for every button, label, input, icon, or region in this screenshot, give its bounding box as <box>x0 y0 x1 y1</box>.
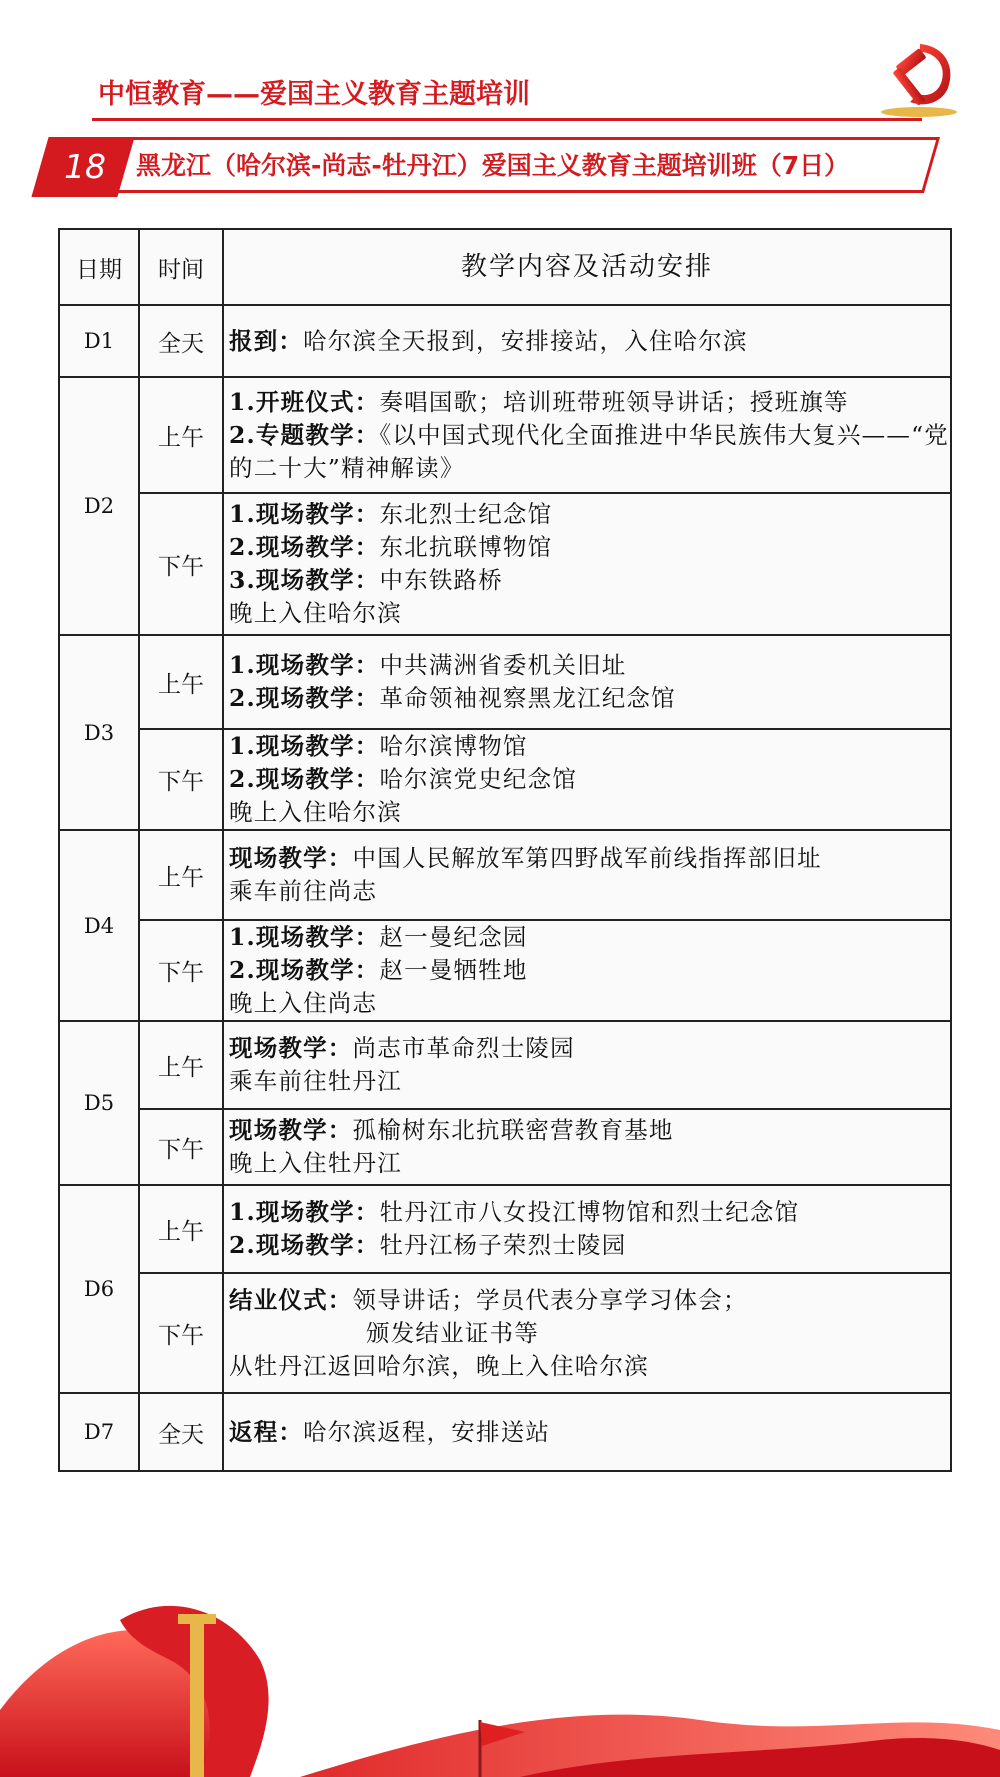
item-prefix: 结业仪式： <box>229 1285 353 1314</box>
table-row <box>59 1185 951 1273</box>
table-row <box>59 830 951 920</box>
item-text: 中国人民解放军第四野战军前线指挥部旧址 <box>352 844 822 872</box>
time-cell: 下午 <box>139 729 223 830</box>
table-row <box>59 729 951 830</box>
time-cell: 上午 <box>139 635 223 729</box>
time-cell: 上午 <box>139 1185 223 1273</box>
content-cell <box>223 830 951 920</box>
table-row <box>59 493 951 635</box>
item-prefix: 3.现场教学： <box>229 566 380 594</box>
day-cell: D6 <box>59 1185 139 1393</box>
item-text: 牡丹江杨子荣烈士陵园 <box>379 1231 627 1259</box>
table-row <box>59 377 951 493</box>
schedule-table <box>58 228 952 1472</box>
item-text: 哈尔滨返程，安排送站 <box>303 1417 551 1446</box>
header-content: 教学内容及活动安排 <box>223 229 951 305</box>
item-text: 哈尔滨全天报到，安排接站，入住哈尔滨 <box>303 326 748 355</box>
table-row <box>59 1021 951 1109</box>
time-cell: 上午 <box>139 377 223 493</box>
time-cell: 下午 <box>139 1109 223 1185</box>
item-text: 赵一曼牺牲地 <box>379 956 528 984</box>
table-row <box>59 305 951 377</box>
item-prefix: 现场教学： <box>229 1034 353 1062</box>
day-cell: D4 <box>59 830 139 1021</box>
content-cell <box>223 920 951 1021</box>
item-prefix: 2.现场教学： <box>229 1231 380 1259</box>
content-cell <box>223 635 951 729</box>
time-cell: 下午 <box>139 493 223 635</box>
content-cell <box>223 729 951 830</box>
item-text: 奏唱国歌；培训班带班领导讲话；授班旗等 <box>379 387 849 416</box>
day-cell: D3 <box>59 635 139 830</box>
item-prefix: 2.现场教学： <box>229 684 380 712</box>
item-text: 孤榆树东北抗联密营教育基地 <box>352 1116 674 1144</box>
hammer-sickle-icon <box>874 36 964 118</box>
item-text: 乘车前往牡丹江 <box>229 1067 402 1095</box>
time-cell: 全天 <box>139 1393 223 1471</box>
item-text: 中共满洲省委机关旧址 <box>379 651 627 679</box>
item-prefix: 1.现场教学： <box>229 732 380 760</box>
time-cell: 下午 <box>139 920 223 1021</box>
time-cell: 全天 <box>139 305 223 377</box>
day-cell: D1 <box>59 305 139 377</box>
item-text: 赵一曼纪念园 <box>379 923 528 951</box>
table-row <box>59 1109 951 1185</box>
item-text: 乘车前往尚志 <box>229 877 378 905</box>
item-text: 东北烈士纪念馆 <box>379 500 553 528</box>
item-prefix: 1.现场教学： <box>229 651 380 679</box>
table-row <box>59 920 951 1021</box>
item-text: 哈尔滨博物馆 <box>379 732 528 760</box>
table-row <box>59 1393 951 1471</box>
content-cell <box>223 1273 951 1393</box>
content-cell <box>223 305 951 377</box>
header-date: 日期 <box>59 229 139 305</box>
item-prefix: 2.专题教学： <box>229 420 380 449</box>
item-text: 尚志市革命烈士陵园 <box>352 1034 575 1062</box>
item-text: 晚上入住尚志 <box>229 989 378 1017</box>
item-prefix: 报到： <box>229 326 304 355</box>
table-row <box>59 635 951 729</box>
header-time: 时间 <box>139 229 223 305</box>
item-text: 革命领袖视察黑龙江纪念馆 <box>379 684 676 712</box>
item-text: 领导讲话；学员代表分享学习体会； <box>352 1285 748 1314</box>
day-cell: D2 <box>59 377 139 635</box>
course-title: 黑龙江（哈尔滨-尚志-牡丹江）爱国主义教育主题培训班（7日） <box>136 151 850 180</box>
item-prefix: 1.现场教学： <box>229 1198 380 1226</box>
item-prefix: 2.现场教学： <box>229 765 380 793</box>
table-row <box>59 1273 951 1393</box>
day-cell: D7 <box>59 1393 139 1471</box>
brand-divider <box>92 118 922 121</box>
content-cell <box>223 377 951 493</box>
item-text: 哈尔滨党史纪念馆 <box>379 765 578 793</box>
item-prefix: 返程： <box>229 1417 304 1446</box>
item-text: 东北抗联博物馆 <box>379 533 553 561</box>
item-text: 牡丹江市八女投江博物馆和烈士纪念馆 <box>379 1198 800 1226</box>
time-cell: 上午 <box>139 1021 223 1109</box>
time-cell: 上午 <box>139 830 223 920</box>
item-text: 《以中国式现代化全面推进中华民族伟大复兴——“党的二十大”精神解读》 <box>229 420 950 482</box>
item-text: 晚上入住哈尔滨 <box>229 798 402 826</box>
item-prefix: 2.现场教学： <box>229 956 380 984</box>
red-flag-banner-decoration <box>0 1590 1000 1777</box>
content-cell <box>223 1393 951 1471</box>
table-header-row <box>59 229 951 305</box>
item-text: 中东铁路桥 <box>379 566 503 594</box>
content-cell <box>223 1109 951 1185</box>
content-cell <box>223 1021 951 1109</box>
item-prefix: 1.开班仪式： <box>229 387 380 416</box>
content-cell <box>223 493 951 635</box>
item-prefix: 现场教学： <box>229 1116 353 1144</box>
item-text: 从牡丹江返回哈尔滨，晚上入住哈尔滨 <box>229 1351 649 1380</box>
course-number: 18 <box>64 147 106 186</box>
item-prefix: 1.现场教学： <box>229 500 380 528</box>
item-prefix: 现场教学： <box>229 844 353 872</box>
day-cell: D5 <box>59 1021 139 1185</box>
item-prefix: 1.现场教学： <box>229 923 380 951</box>
item-text: 晚上入住牡丹江 <box>229 1149 402 1177</box>
item-text: 晚上入住哈尔滨 <box>229 599 402 627</box>
item-prefix: 2.现场教学： <box>229 533 380 561</box>
item-text: 颁发结业证书等 <box>366 1318 539 1347</box>
brand-title: 中恒教育——爱国主义教育主题培训 <box>98 79 530 110</box>
content-cell <box>223 1185 951 1273</box>
time-cell: 下午 <box>139 1273 223 1393</box>
